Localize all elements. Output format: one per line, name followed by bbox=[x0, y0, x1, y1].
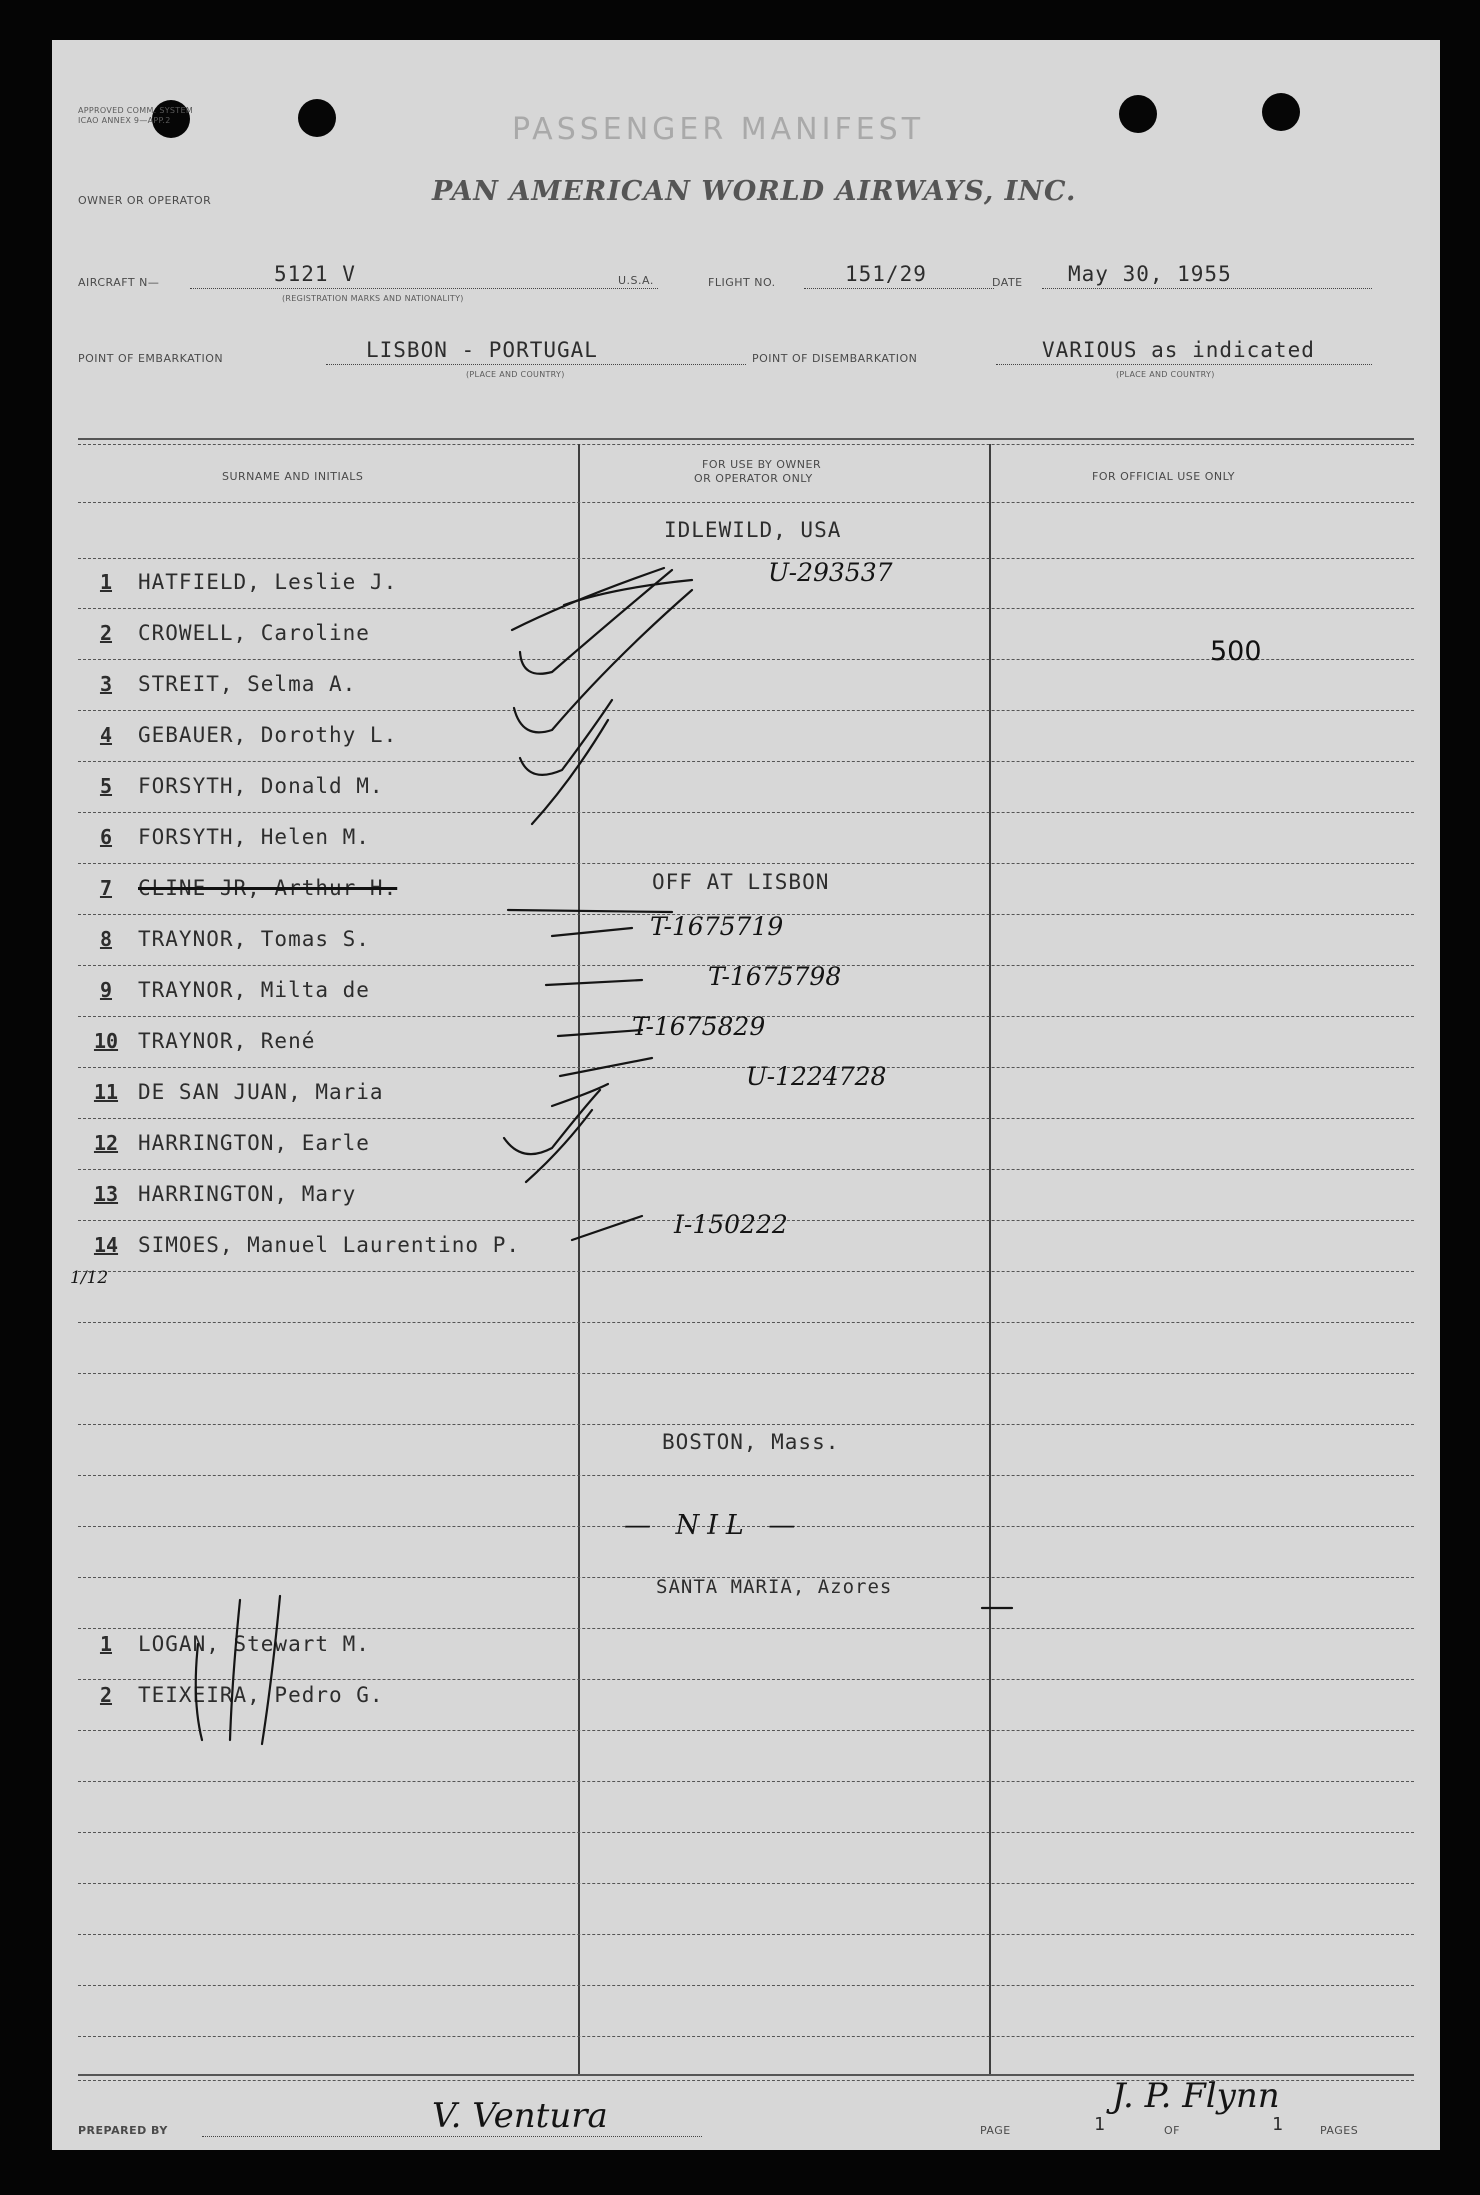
passenger-number: 8 bbox=[99, 927, 113, 951]
passenger-name: LOGAN, Stewart M. bbox=[138, 1632, 370, 1656]
check-mark bbox=[532, 720, 608, 824]
disembarkation-value: VARIOUS as indicated bbox=[1042, 338, 1315, 362]
passenger-name: HARRINGTON, Earle bbox=[138, 1131, 370, 1155]
check-mark bbox=[526, 1110, 592, 1182]
date-value: May 30, 1955 bbox=[1068, 262, 1232, 286]
check-mark bbox=[558, 1030, 642, 1036]
prepared-label: PREPARED BY bbox=[78, 2124, 168, 2137]
passenger-name: SIMOES, Manuel Laurentino P. bbox=[138, 1233, 521, 1257]
passenger-note: T-1675829 bbox=[632, 1012, 766, 1041]
section-santa-maria: SANTA MARIA, Azores bbox=[656, 1576, 893, 1598]
passenger-note: U-293537 bbox=[768, 558, 893, 587]
handwritten-checkmarks bbox=[52, 40, 1440, 2150]
passenger-number: 9 bbox=[99, 978, 113, 1002]
flight-label: FLIGHT NO. bbox=[708, 276, 776, 289]
prepared-signature: V. Ventura bbox=[432, 2096, 608, 2136]
passenger-number: 7 bbox=[99, 876, 113, 900]
passenger-name: DE SAN JUAN, Maria bbox=[138, 1080, 384, 1104]
passenger-note: U-1224728 bbox=[746, 1062, 887, 1091]
check-mark bbox=[514, 590, 692, 732]
flight-value: 151/29 bbox=[845, 262, 927, 286]
check-mark bbox=[564, 580, 692, 605]
check-mark bbox=[196, 1596, 280, 1744]
passenger-number: 1 bbox=[99, 570, 113, 594]
date-label: DATE bbox=[992, 276, 1023, 289]
passenger-number: 14 bbox=[93, 1233, 119, 1257]
col-header-owner-use-2: OR OPERATOR ONLY bbox=[694, 472, 813, 485]
passenger-number: 3 bbox=[99, 672, 113, 696]
disembarkation-sublabel: (PLACE AND COUNTRY) bbox=[1116, 370, 1215, 379]
passenger-name: GEBAUER, Dorothy L. bbox=[138, 723, 398, 747]
passenger-number: 12 bbox=[93, 1131, 119, 1155]
col-header-owner-use-1: FOR USE BY OWNER bbox=[702, 458, 822, 471]
check-mark bbox=[512, 568, 664, 630]
passenger-name: TRAYNOR, Tomas S. bbox=[138, 927, 370, 951]
passenger-note: T-1675798 bbox=[708, 962, 842, 991]
passenger-name: FORSYTH, Helen M. bbox=[138, 825, 370, 849]
passenger-number: 6 bbox=[99, 825, 113, 849]
aircraft-sublabel: (REGISTRATION MARKS AND NATIONALITY) bbox=[282, 294, 464, 303]
form-title: PASSENGER MANIFEST bbox=[512, 112, 925, 147]
approval-note: APPROVED COMM. SYSTEM ICAO ANNEX 9—APP.2 bbox=[78, 106, 194, 125]
passenger-name: CLINE JR, Arthur H. bbox=[138, 876, 398, 900]
passenger-note: I-150222 bbox=[674, 1210, 788, 1239]
passenger-name: FORSYTH, Donald M. bbox=[138, 774, 384, 798]
of-label: OF bbox=[1164, 2124, 1180, 2137]
passenger-number: 4 bbox=[99, 723, 113, 747]
passenger-number: 10 bbox=[93, 1029, 119, 1053]
check-mark bbox=[546, 980, 642, 985]
owner-value: PAN AMERICAN WORLD AIRWAYS, INC. bbox=[432, 176, 1077, 207]
manifest-sheet bbox=[52, 40, 1440, 2150]
embarkation-value: LISBON - PORTUGAL bbox=[366, 338, 598, 362]
country-label: U.S.A. bbox=[618, 274, 654, 287]
section-nil: — NIL — bbox=[624, 1510, 804, 1541]
passenger-number: 5 bbox=[99, 774, 113, 798]
check-mark bbox=[560, 1058, 652, 1076]
section-idlewild: IDLEWILD, USA bbox=[664, 518, 842, 542]
passenger-note: T-1675719 bbox=[650, 912, 784, 941]
passenger-name: CROWELL, Caroline bbox=[138, 621, 370, 645]
passenger-number: 2 bbox=[99, 1683, 113, 1707]
passenger-name: HARRINGTON, Mary bbox=[138, 1182, 357, 1206]
check-mark bbox=[552, 1084, 608, 1106]
passenger-name: HATFIELD, Leslie J. bbox=[138, 570, 398, 594]
check-mark bbox=[552, 928, 632, 936]
embarkation-label: POINT OF EMBARKATION bbox=[78, 352, 224, 365]
passenger-note: OFF AT LISBON bbox=[652, 870, 830, 894]
official-note: 500 bbox=[1210, 636, 1262, 667]
pages-value: 1 bbox=[1272, 2114, 1284, 2135]
passenger-name: TEIXEIRA, Pedro G. bbox=[138, 1683, 384, 1707]
check-mark bbox=[572, 1216, 642, 1240]
owner-label: OWNER OR OPERATOR bbox=[78, 194, 212, 207]
passenger-name: TRAYNOR, Milta de bbox=[138, 978, 370, 1002]
passenger-name: TRAYNOR, René bbox=[138, 1029, 316, 1053]
col-header-surname: SURNAME AND INITIALS bbox=[222, 470, 364, 483]
check-mark bbox=[508, 910, 672, 912]
embarkation-sublabel: (PLACE AND COUNTRY) bbox=[466, 370, 565, 379]
passenger-number: 11 bbox=[93, 1080, 119, 1104]
check-mark bbox=[504, 1090, 600, 1154]
passenger-number: 2 bbox=[99, 621, 113, 645]
passenger-number: 1 bbox=[99, 1632, 113, 1656]
disembarkation-label: POINT OF DISEMBARKATION bbox=[752, 352, 918, 365]
count-note: 1/12 bbox=[70, 1268, 109, 1288]
page-label: PAGE bbox=[980, 2124, 1011, 2137]
passenger-number: 13 bbox=[93, 1182, 119, 1206]
official-signature: J. P. Flynn bbox=[1112, 2076, 1280, 2116]
page-value: 1 bbox=[1094, 2114, 1106, 2135]
col-header-official: FOR OFFICIAL USE ONLY bbox=[1092, 470, 1236, 483]
passenger-name: STREIT, Selma A. bbox=[138, 672, 357, 696]
section-boston: BOSTON, Mass. bbox=[662, 1430, 840, 1454]
aircraft-value: 5121 V bbox=[274, 262, 356, 286]
pages-label: PAGES bbox=[1320, 2124, 1359, 2137]
aircraft-label: AIRCRAFT N— bbox=[78, 276, 160, 289]
